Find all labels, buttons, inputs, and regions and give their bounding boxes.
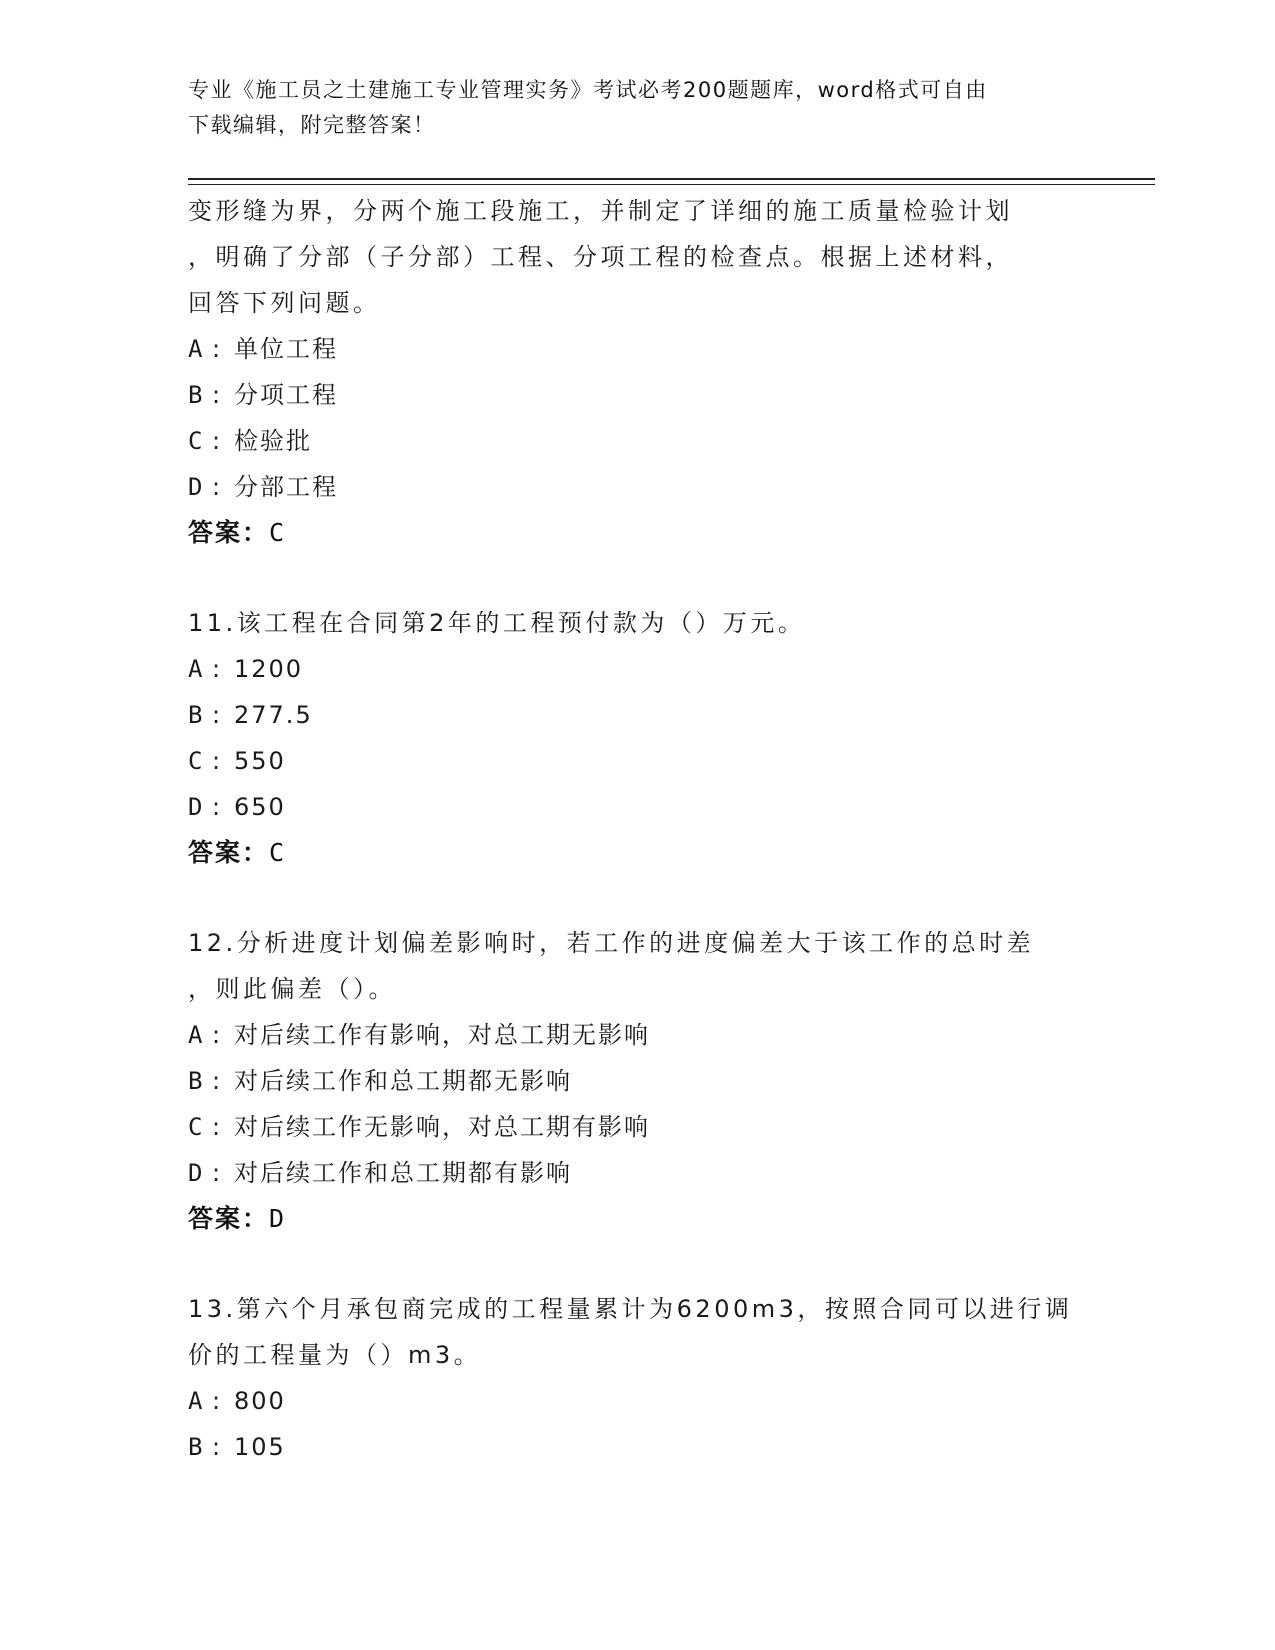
option-letter: D: [188, 473, 205, 501]
option-d: [188, 784, 1088, 830]
question-11: [188, 600, 1088, 876]
answer-value: C: [269, 518, 287, 547]
question-gap: [188, 1242, 1088, 1286]
option-text: 对后续工作无影响，对总工期有影响: [234, 1113, 650, 1141]
option-letter: C: [188, 747, 205, 775]
option-letter: A: [188, 335, 205, 363]
option-b: [188, 692, 1088, 738]
option-letter: B: [188, 1067, 205, 1095]
option-letter: A: [188, 1387, 205, 1415]
option-separator: :: [212, 1021, 223, 1049]
option-letter: C: [188, 427, 205, 455]
option-text: 105: [234, 1433, 286, 1461]
option-c: [188, 738, 1088, 784]
stem-line: 11.该工程在合同第2年的工程预付款为（）万元。: [188, 609, 806, 637]
answer-line: [188, 830, 1088, 876]
option-letter: B: [188, 1433, 205, 1461]
option-text: 分部工程: [234, 473, 338, 501]
option-text: 277.5: [234, 701, 313, 729]
option-text: 800: [234, 1387, 286, 1415]
option-separator: :: [212, 701, 223, 729]
question-13: [188, 1286, 1088, 1470]
option-separator: :: [212, 1159, 223, 1187]
option-d: [188, 464, 1088, 510]
option-a: [188, 1378, 1088, 1424]
option-letter: D: [188, 793, 205, 821]
question-10-continued: [188, 188, 1088, 556]
option-separator: :: [212, 1067, 223, 1095]
header-title-line-1: 专业《施工员之土建施工专业管理实务》考试必考200题题库，word格式可自由: [188, 78, 988, 102]
option-separator: :: [212, 427, 223, 455]
option-separator: :: [212, 1387, 223, 1415]
option-separator: :: [212, 1433, 223, 1461]
option-text: 单位工程: [234, 335, 338, 363]
option-separator: :: [212, 793, 223, 821]
option-a: [188, 646, 1088, 692]
question-stem: [188, 1286, 1088, 1378]
option-separator: :: [212, 747, 223, 775]
stem-line: ，则此偏差（）。: [188, 975, 396, 1003]
option-text: 对后续工作和总工期都无影响: [234, 1067, 572, 1095]
stem-line: 13.第六个月承包商完成的工程量累计为6200m3，按照合同可以进行调: [188, 1295, 1073, 1323]
header-title-line-2: 下载编辑，附完整答案！: [188, 113, 436, 137]
option-text: 550: [234, 747, 286, 775]
option-letter: C: [188, 1113, 205, 1141]
question-12: [188, 920, 1088, 1242]
option-letter: B: [188, 701, 205, 729]
option-d: [188, 1150, 1088, 1196]
option-letter: D: [188, 1159, 205, 1187]
option-separator: :: [212, 381, 223, 409]
answer-line: [188, 510, 1088, 556]
answer-value: C: [269, 838, 287, 867]
option-a: [188, 1012, 1088, 1058]
option-text: 1200: [234, 655, 304, 683]
option-separator: :: [212, 473, 223, 501]
question-stem: [188, 920, 1088, 1012]
option-letter: A: [188, 1021, 205, 1049]
option-separator: :: [212, 1113, 223, 1141]
option-c: [188, 1104, 1088, 1150]
answer-label: 答案：: [188, 838, 270, 867]
header-divider-thin: [188, 184, 1155, 185]
option-c: [188, 418, 1088, 464]
option-text: 对后续工作和总工期都有影响: [234, 1159, 572, 1187]
answer-label: 答案：: [188, 1204, 270, 1233]
option-text: 检验批: [234, 427, 312, 455]
option-letter: A: [188, 655, 205, 683]
question-stem: [188, 600, 1088, 646]
option-b: [188, 1058, 1088, 1104]
question-gap: [188, 876, 1088, 920]
stem-line: 价的工程量为（）m3。: [188, 1341, 482, 1369]
option-a: [188, 326, 1088, 372]
option-text: 650: [234, 793, 286, 821]
question-stem: [188, 188, 1088, 326]
stem-line: ，明确了分部（子分部）工程、分项工程的检查点。根据上述材料，: [188, 243, 1013, 271]
stem-line: 变形缝为界，分两个施工段施工，并制定了详细的施工质量检验计划: [188, 197, 1013, 225]
stem-line: 回答下列问题。: [188, 289, 381, 317]
option-separator: :: [212, 655, 223, 683]
question-gap: [188, 556, 1088, 600]
option-b: [188, 372, 1088, 418]
option-text: 分项工程: [234, 381, 338, 409]
document-header: [188, 73, 1068, 143]
question-list: [188, 188, 1088, 1470]
option-letter: B: [188, 381, 205, 409]
answer-label: 答案：: [188, 518, 270, 547]
option-separator: :: [212, 335, 223, 363]
answer-value: D: [269, 1204, 287, 1233]
header-divider-thick: [188, 178, 1155, 180]
answer-line: [188, 1196, 1088, 1242]
option-text: 对后续工作有影响，对总工期无影响: [234, 1021, 650, 1049]
stem-line: 12.分析进度计划偏差影响时，若工作的进度偏差大于该工作的总时差: [188, 929, 1035, 957]
option-b: [188, 1424, 1088, 1470]
